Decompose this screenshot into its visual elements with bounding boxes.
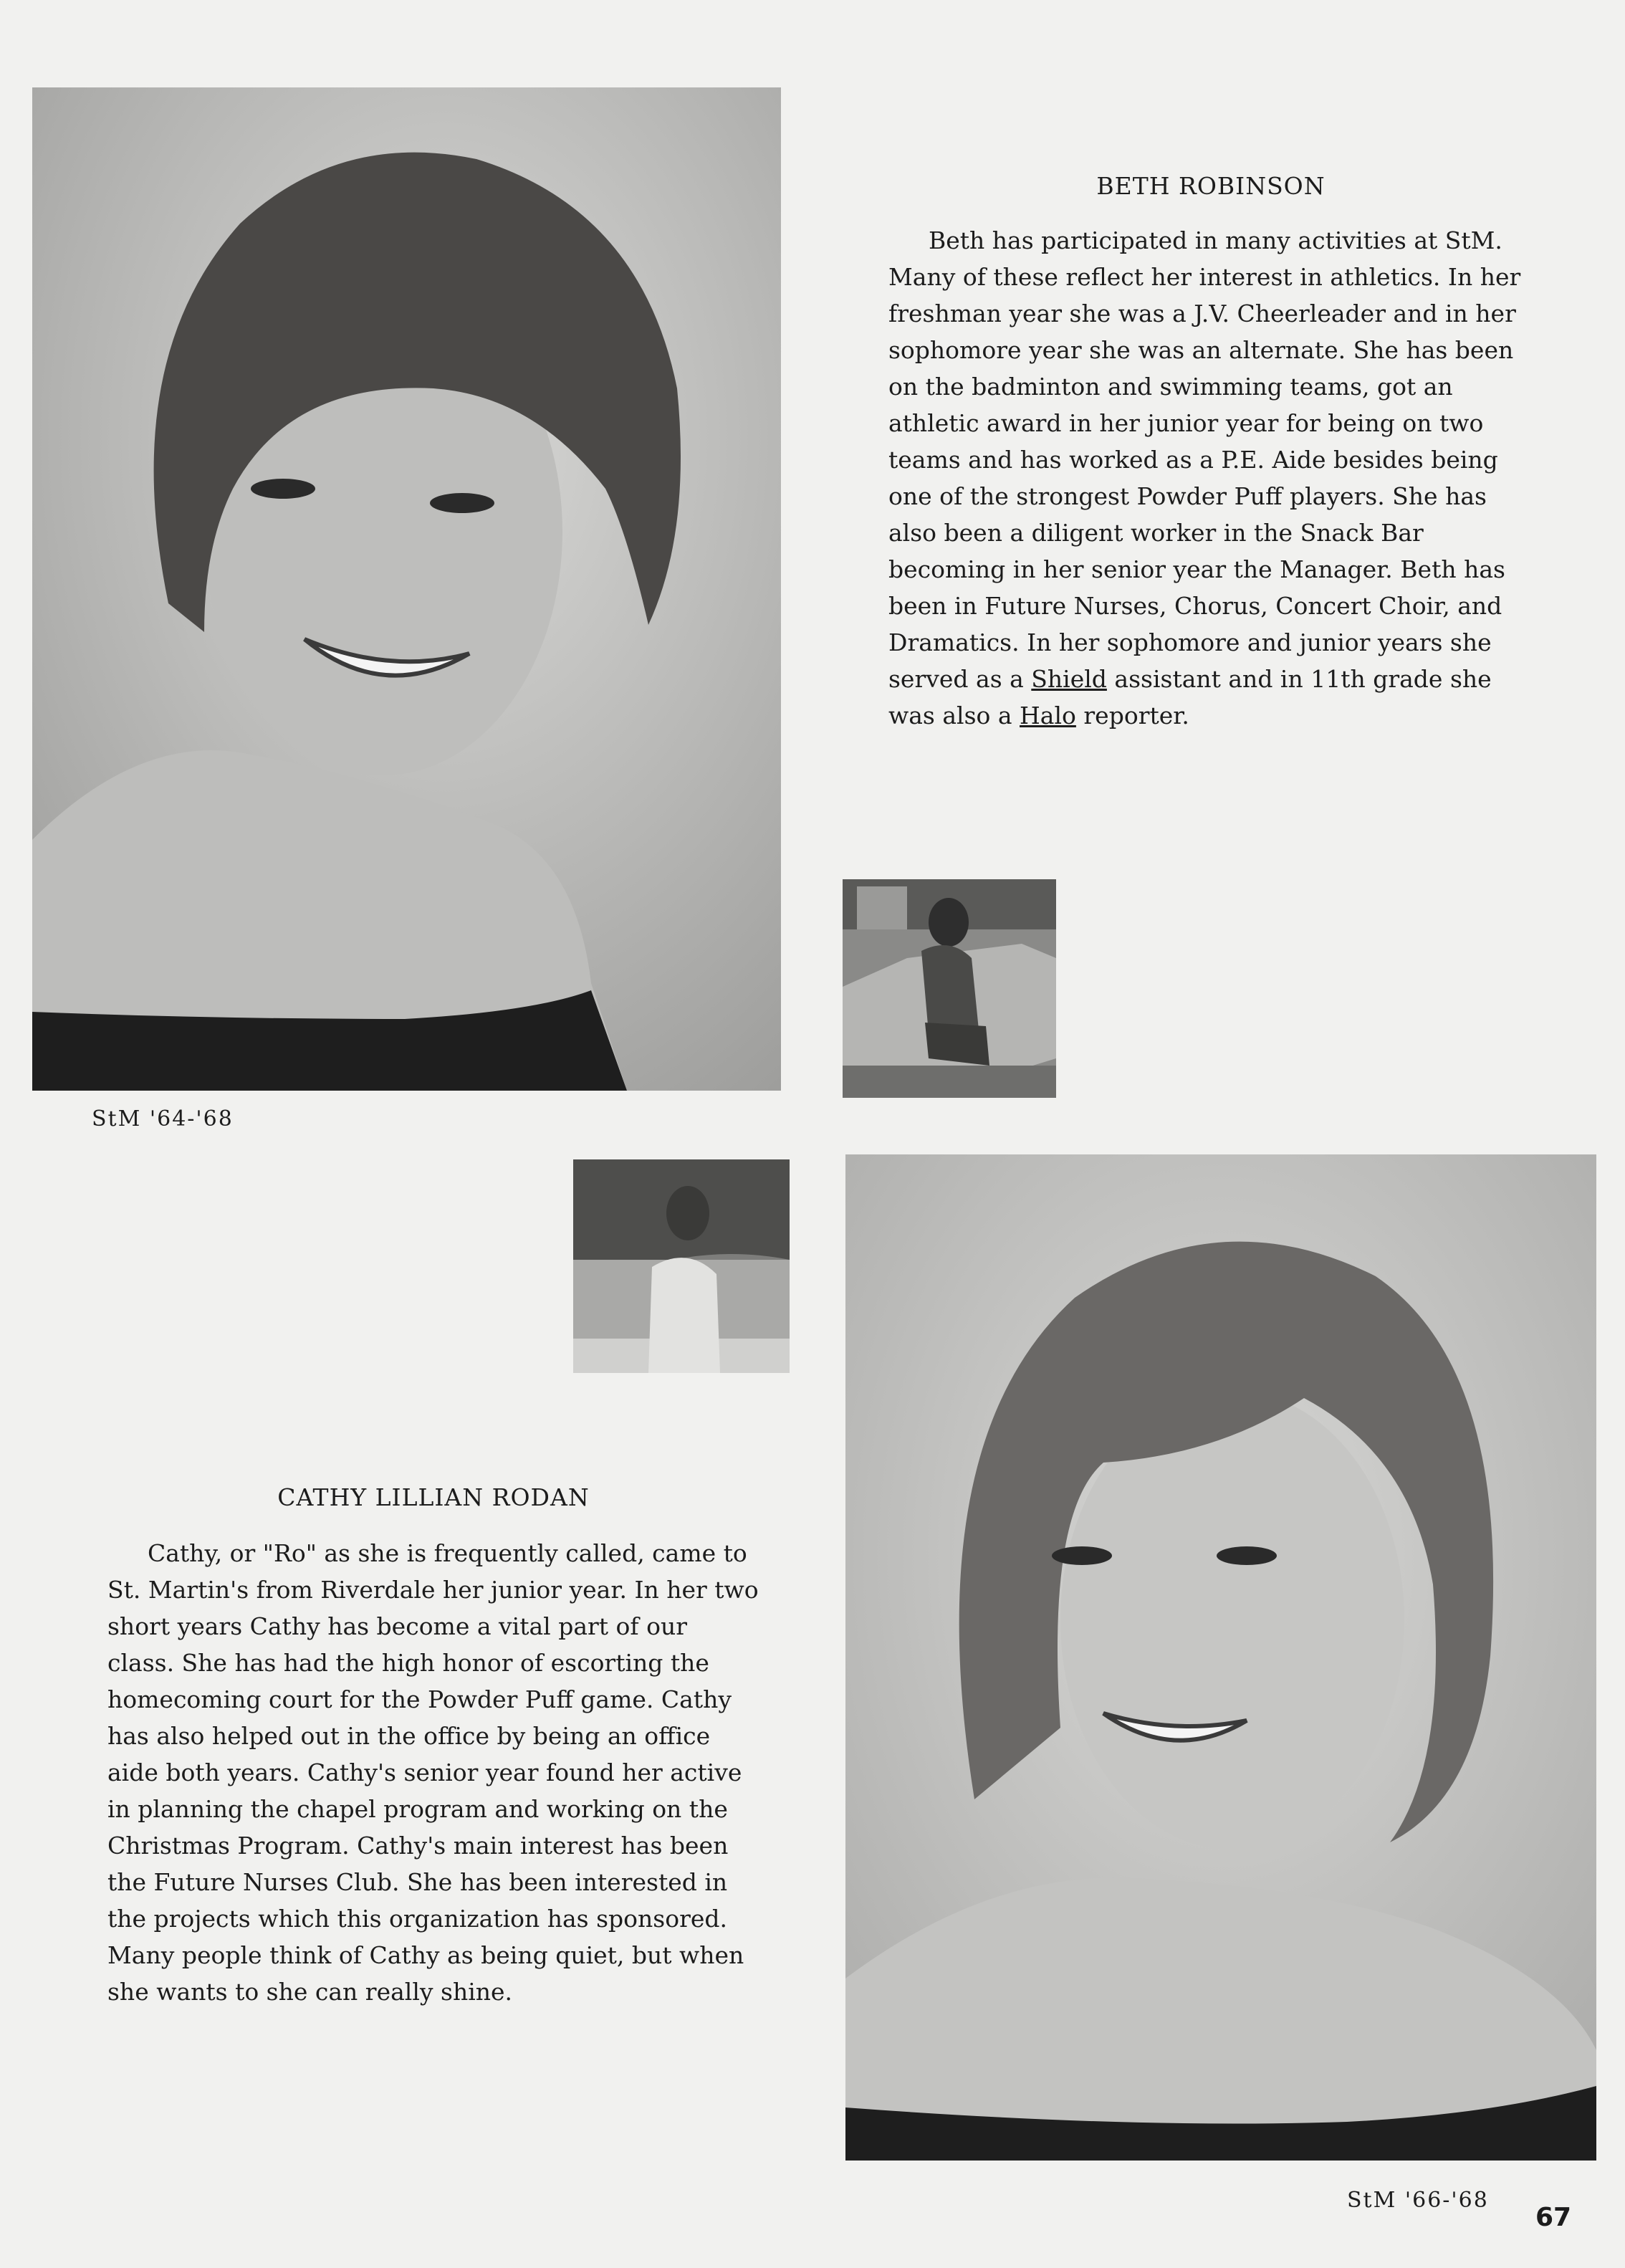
cathy-portrait-photo <box>845 1154 1596 2161</box>
beth-name-heading: BETH ROBINSON <box>1096 172 1326 200</box>
cathy-name-heading: CATHY LILLIAN RODAN <box>277 1483 590 1511</box>
beth-years-caption: StM '64-'68 <box>92 1106 234 1131</box>
cathy-bio <box>107 1535 759 2010</box>
beth-bio-text-end: reporter. <box>1075 702 1189 729</box>
beth-bio-text-middle: assistant and in 11th grade she was also a <box>888 665 1492 729</box>
beth-bio-text: Beth has participated in many activities at StM. Many of these reflect her interest in athletics. In her freshman year she was a J.V. Cheerleader and in her sophomore year she was an alternate. She has been on the badminton and swimming teams, got an athletic award in her junior year for being on two teams and has worked as a P.E. Aide besides being one of the strongest Powder Puff players. She has also been a diligent worker in the Snack Bar becoming in her senior year the Manager. Beth has been in Future Nurses, Chorus, Concert Choir, and Dramatics. In her sophomore and junior years she served as a <box>888 226 1521 693</box>
beth-snapshot-photo <box>843 879 1056 1098</box>
cathy-years-caption: StM '66-'68 <box>1347 2188 1489 2213</box>
cathy-snapshot-photo <box>573 1159 790 1373</box>
halo-publication-name: Halo <box>1020 702 1076 729</box>
beth-bio <box>888 222 1540 734</box>
cathy-bio-text: Cathy, or "Ro" as she is frequently called, came to St. Martin's from Riverdale her junior year. In her two short years Cathy has become a vital part of our class. She has had the high honor of escorting the homecoming court for the Powder Puff game. Cathy has also helped out in the office by being an office aide both years. Cathy's senior year found her active in planning the chapel program and working on the Christmas Program. Cathy's main interest has been the Future Nurses Club. She has been interested in the projects which this organization has sponsored. Many people think of Cathy as being quiet, but when she wants to she can really shine. <box>107 1539 759 2006</box>
shield-publication-name: Shield <box>1031 665 1107 693</box>
page-number: 67 <box>1535 2203 1572 2232</box>
beth-portrait-photo <box>32 87 781 1091</box>
